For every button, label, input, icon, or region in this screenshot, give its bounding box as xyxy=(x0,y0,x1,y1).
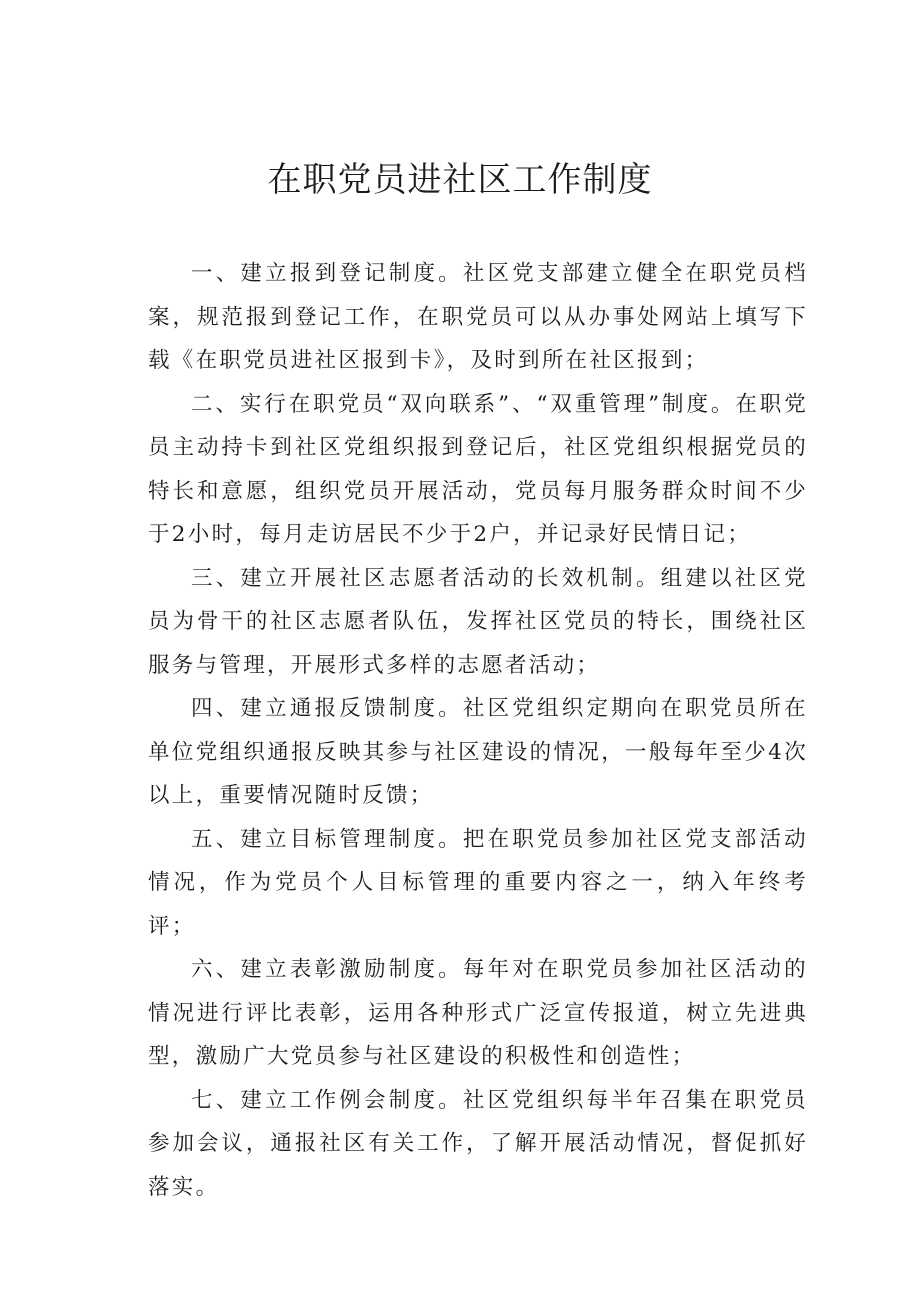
document-body xyxy=(148,252,808,1209)
paragraph-commendation: 六、建立表彰激励制度。每年对在职党员参加社区活动的情况进行评比表彰，运用各种形式广泛宣传报道，树立先进典型，激励广大党员参与社区建设的积极性和创造性； xyxy=(148,957,808,1069)
paragraph-work-meeting: 七、建立工作例会制度。社区党组织每半年召集在职党员参加会议，通报社区有关工作，了解开展活动情况，督促抓好落实。 xyxy=(148,1087,808,1200)
paragraph-registration: 一、建立报到登记制度。社区党支部建立健全在职党员档案，规范报到登记工作，在职党员可以从办事处网站上填写下载《在职党员进社区报到卡》，及时到所在社区报到； xyxy=(148,261,808,373)
paragraph-target-management: 五、建立目标管理制度。把在职党员参加社区党支部活动情况，作为党员个人目标管理的重要内容之一，纳入年终考评； xyxy=(148,826,808,939)
paragraph-volunteer: 三、建立开展社区志愿者活动的长效机制。组建以社区党员为骨干的社区志愿者队伍，发挥社区党员的特长，围绕社区服务与管理，开展形式多样的志愿者活动； xyxy=(148,565,808,678)
paragraph-dual-contact: 二、实行在职党员“双向联系”、“双重管理”制度。在职党员主动持卡到社区党组织报到登记后，社区党组织根据党员的特长和意愿，组织党员开展活动，党员每月服务群众时间不少于2小时，每月走访居民不少于2户，并记录好民情日记； xyxy=(148,391,808,547)
document-title: 在职党员进社区工作制度 xyxy=(267,160,653,200)
paragraph-feedback: 四、建立通报反馈制度。社区党组织定期向在职党员所在单位党组织通报反映其参与社区建设的情况，一般每年至少4次以上，重要情况随时反馈； xyxy=(148,696,808,808)
